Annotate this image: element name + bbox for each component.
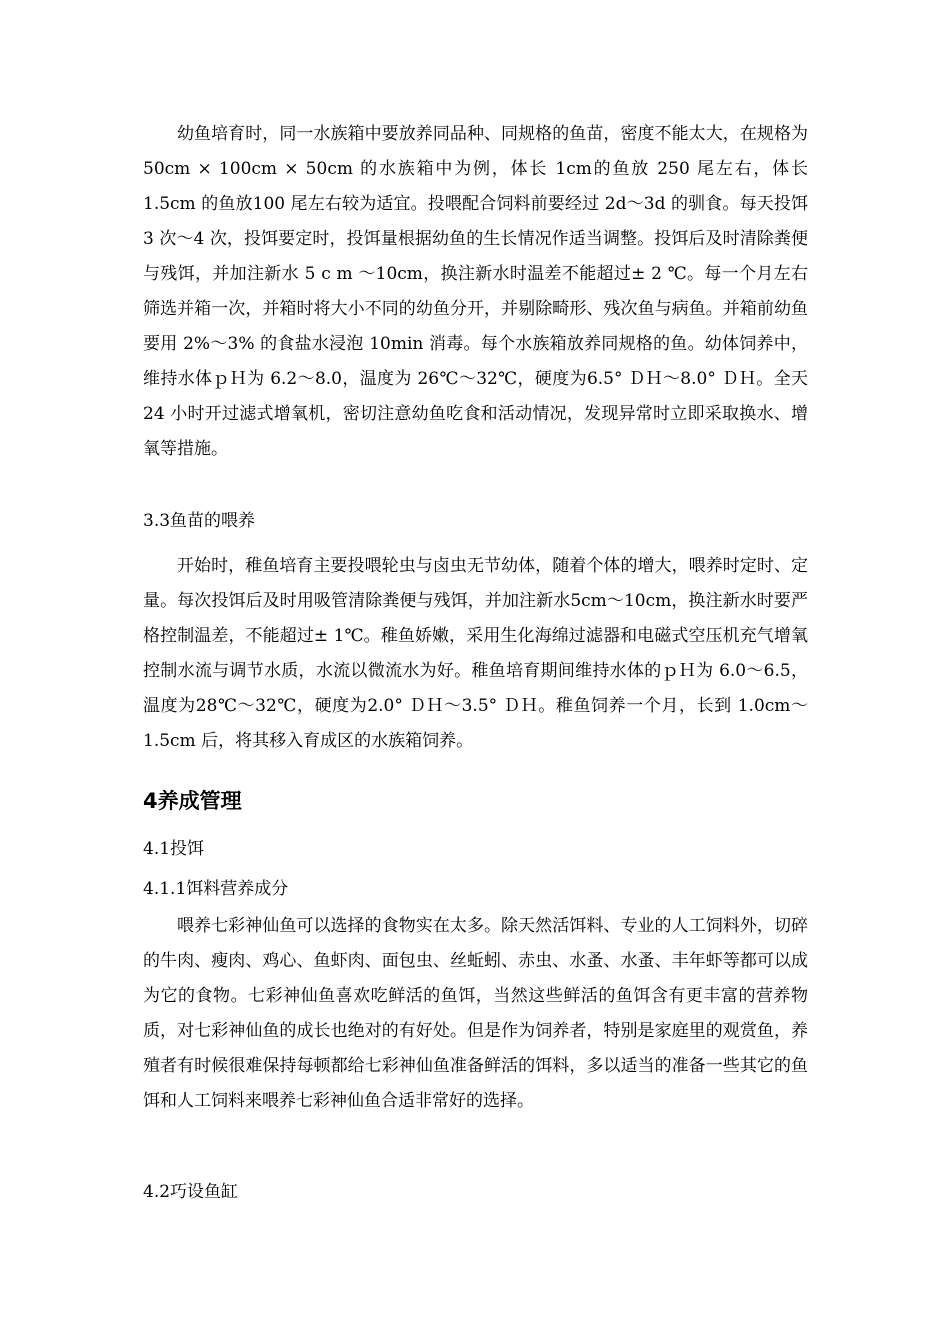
- chapter-4-heading: 4养成管理: [143, 789, 242, 813]
- section-3-3-heading: 3.3鱼苗的喂养: [143, 511, 256, 531]
- paragraph-fry-feeding: 开始时，稚鱼培育主要投喂轮虫与卤虫无节幼体，随着个体的增大，喂养时定时、定量。每次投饵后及时用吸管清除粪便与残饵，并加注新水5cm～10cm，换注新水时要严格控制温差，不能超过± 1℃。稚鱼娇嫩，采用生化海绵过滤器和电磁式空压机充气增氧控制水流与调节水质，水流以微流水为好。稚鱼培育期间维持水体的ｐＨ为 6.0～6.5，温度为28℃～32℃，硬度为2.0° ＤＨ～3.5° ＤＨ。稚鱼饲养一个月，长到 1.0cm～1.5cm 后，将其移入育成区的水族箱饲养。: [143, 556, 808, 751]
- section-4-1-1-heading: 4.1.1饵料营养成分: [143, 879, 289, 899]
- paragraph-juvenile-rearing: 幼鱼培育时，同一水族箱中要放养同品种、同规格的鱼苗，密度不能太大，在规格为 50cm × 100cm × 50cm 的水族箱中为例，体长 1cm的鱼放 250 尾左右，体长 1.5cm 的鱼放100 尾左右较为适宜。投喂配合饲料前要经过 2d～3d 的驯食。每天投饵 3 次～4 次，投饵要定时，投饵量根据幼鱼的生长情况作适当调整。投饵后及时清除粪便与残饵，并加注新水 5 c m ～10cm，换注新水时温差不能超过± 2 ℃。每一个月左右筛选并箱一次，并箱时将大小不同的幼鱼分开，并剔除畸形、残次鱼与病鱼。并箱前幼鱼要用 2%～3% 的食盐水浸泡 10min 消毒。每个水族箱放养同规格的鱼。幼体饲养中，维持水体ｐＨ为 6.2～8.0，温度为 26℃～32℃，硬度为6.5° ＤＨ～8.0° ＤＨ。全天24 小时开过滤式增氧机，密切注意幼鱼吃食和活动情况，发现异常时立即采取换水、增氧等措施。: [143, 124, 808, 459]
- section-4-2-heading: 4.2巧设鱼缸: [143, 1182, 239, 1202]
- paragraph-feed-nutrition: 喂养七彩神仙鱼可以选择的食物实在太多。除天然活饵料、专业的人工饲料外，切碎的牛肉、瘦肉、鸡心、鱼虾肉、面包虫、丝蚯蚓、赤虫、水蚤、水蚤、丰年虾等都可以成为它的食物。七彩神仙鱼喜欢吃鲜活的鱼饵，当然这些鲜活的鱼饵含有更丰富的营养物质，对七彩神仙鱼的成长也绝对的有好处。但是作为饲养者，特别是家庭里的观赏鱼，养殖者有时候很难保持每顿都给七彩神仙鱼准备鲜活的饵料，多以适当的准备一些其它的鱼饵和人工饲料来喂养七彩神仙鱼合适非常好的选择。: [143, 916, 808, 1111]
- section-4-1-heading: 4.1投饵: [143, 839, 205, 859]
